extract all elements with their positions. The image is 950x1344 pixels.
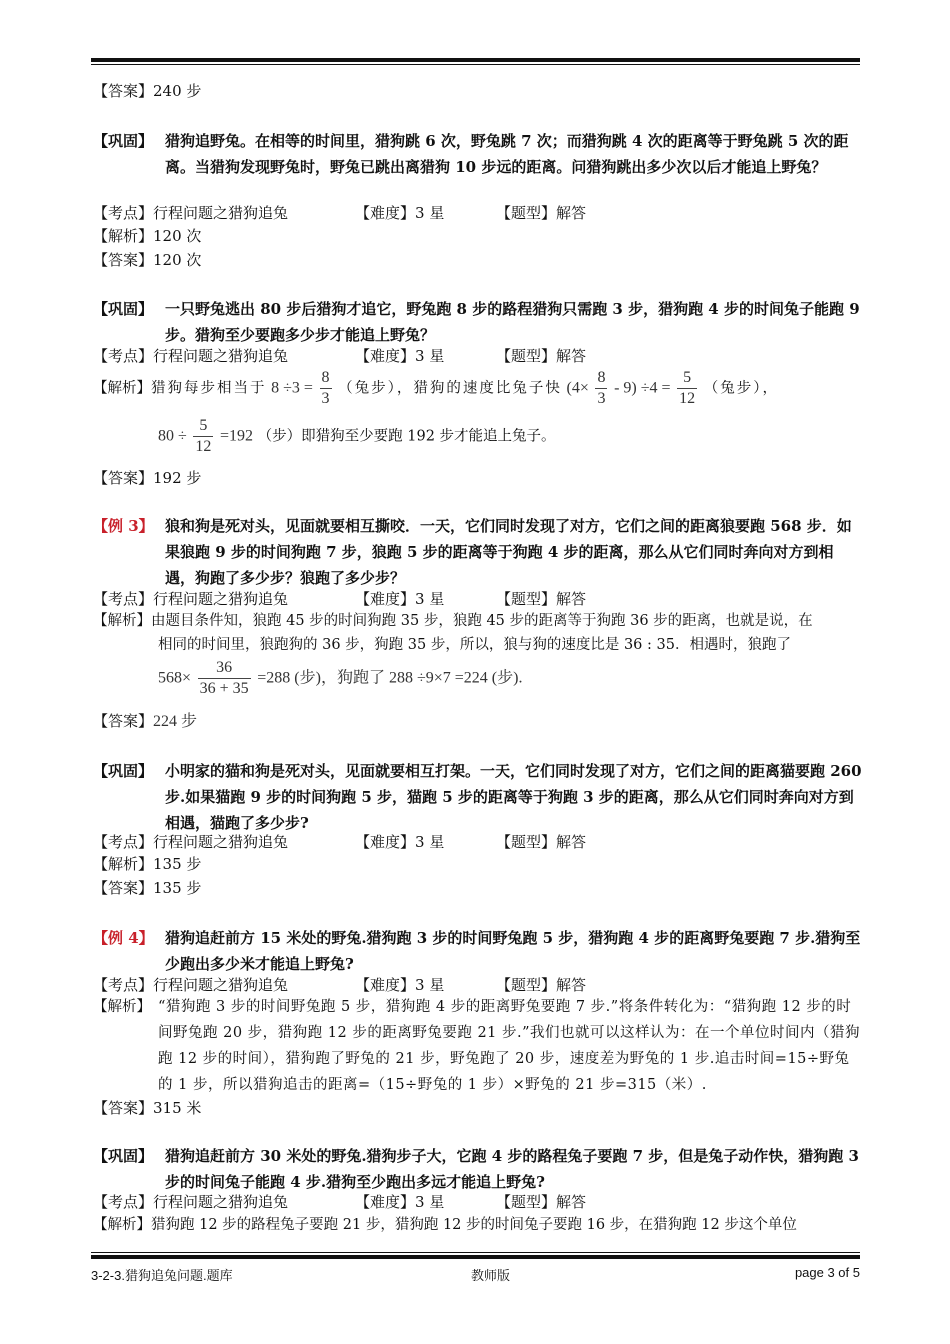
answer-line: 【答案】315 米 — [93, 1099, 202, 1117]
analysis-line: 【解析】135 步 — [93, 855, 202, 873]
fraction: $\frac{36}{36 + 35}$ — [199, 659, 249, 697]
analysis-line: 【解析】由题目条件知，狼跑 45 步的时间狗跑 35 步，狼跑 45 步的距离等于狗跑 36 步的距离，也就是说，在 — [93, 613, 813, 629]
example-block: 【例 4】 猎狗追赶前方 15 米处的野兔.猎狗跑 3 步的时间野兔跑 5 步，猎狗跑 4 步的距离野兔要跑 7 步.猎狗至少跑出多少米才能追上野兔? — [93, 929, 861, 973]
answer-line: 【答案】120 次 — [93, 251, 202, 269]
analysis-line: 80 ÷ $\frac{5}{12}$ =192 （步）即猎狗至少要跑 192 步才能追上兔子。 — [158, 417, 556, 455]
answer-line: 【答案】240 步 — [93, 82, 202, 100]
analysis-line: 相同的时间里，狼跑狗的 36 步，狗跑 35 步，所以，狼与狗的速度比是 36 : 35．相遇时，狼跑了 — [158, 637, 791, 653]
fraction: $\frac{8}{3}$ — [597, 369, 606, 407]
answer-line: 【答案】192 步 — [93, 469, 202, 487]
meta-line: 【考点】行程问题之猎狗追兔 【难度】3 星 【题型】解答 — [93, 833, 587, 851]
header-rule — [91, 58, 860, 65]
footer-edition: 教师版 — [471, 1268, 511, 1283]
question-block: 【巩固】 猎狗追野兔。在相等的时间里，猎狗跳 6 次，野兔跳 7 次；而猎狗跳 4 次的距离等于野兔跳 5 次的距离。当猎狗发现野兔时，野兔已跳出离猎狗 10 步远的距离。问猎狗跳出多少次以后才能追上野兔？ — [93, 132, 849, 176]
question-block: 【巩固】 小明家的猫和狗是死对头，见面就要相互打架。一天，它们同时发现了对方，它们之间的距离猫要跑 260 步.如果猫跑 9 步的时间狗跑 5 步，猫跑 5 步的距离等于狗跑 3 步的距离，那么从它们同时奔向对方到相遇，猫跑了多少步? — [93, 762, 862, 832]
question-block: 【巩固】 猎狗追赶前方 30 米处的野兔.猎狗步子大，它跑 4 步的路程兔子要跑 7 步，但是兔子动作快，猎狗跑 3 步的时间兔子能跑 4 步.猎狗至少跑出多远才能追上野兔? — [93, 1147, 859, 1191]
meta-line: 【考点】行程问题之猎狗追兔 【难度】3 星 【题型】解答 — [93, 590, 587, 608]
meta-line: 【考点】行程问题之猎狗追兔 【难度】3 星 【题型】解答 — [93, 347, 587, 365]
answer-line: 【答案】135 步 — [93, 879, 202, 897]
fraction: $\frac{8}{3}$ — [321, 369, 330, 407]
analysis-line: 568× $\frac{36}{36 + 35}$ =288 (步)，狗跑了 288 ÷9×7 =224 (步). — [158, 659, 523, 697]
meta-line: 【考点】行程问题之猎狗追兔 【难度】3 星 【题型】解答 — [93, 976, 587, 994]
meta-line: 【考点】行程问题之猎狗追兔 【难度】3 星 【题型】解答 — [93, 1193, 587, 1211]
question-block: 【巩固】 一只野兔逃出 80 步后猎狗才追它，野兔跑 8 步的路程猎狗只需跑 3 步，猎狗跑 4 步的时间兔子能跑 9 步。猎狗至少要跑多少步才能追上野兔？ — [93, 300, 860, 344]
footer-doc-title: 3-2-3.猎狗追兔问题.题库 — [91, 1268, 233, 1283]
analysis-line: 【解析】猎狗跑 12 步的路程兔子要跑 21 步，猎狗跑 12 步的时间兔子要跑 16 步，在猎狗跑 12 步这个单位 — [93, 1217, 797, 1233]
analysis-paragraph: 【解析】 “猎狗跑 3 步的时间野兔跑 5 步，猎狗跑 4 步的距离野兔要跑 7 步.”将条件转化为：“猎狗跑 12 步的时间野兔跑 20 步，猎狗跑 12 步的距离野兔要跑 21 步.”我们也就可以这样认为：在一个单位时间内（猎狗跑 12 步的时间），猎狗跑了野兔的 21 步，野兔跑了 20 步，速度差为野兔的 1 步.追击时间=15÷野兔的 1 步，所以猎狗追击的距离=（15÷野兔的 1 步）×野兔的 21 步=315（米）. — [93, 999, 861, 1093]
example-block: 【例 3】 狼和狗是死对头，见面就要相互撕咬．一天，它们同时发现了对方，它们之间的距离狼要跑 568 步．如果狼跑 9 步的时间狗跑 7 步，狼跑 5 步的距离等于狗跑 4 步的距离，那么从它们同时奔向对方到相遇，狗跑了多少步？狼跑了多少步？ — [93, 517, 852, 587]
footer-rule — [91, 1252, 860, 1259]
footer-page-number: page 3 of 5 — [794, 1265, 860, 1280]
meta-line: 【考点】行程问题之猎狗追兔 【难度】3 星 【题型】解答 — [93, 204, 587, 222]
fraction: $\frac{5}{12}$ — [679, 369, 696, 407]
analysis-line: 【解析】猎狗每步相当于 8 ÷3 = $\frac{8}{3}$ （兔步），猎狗的速度比兔子快 (4× $\frac{8}{3}$ - 9) ÷4 = $\frac{5}{12}$ （兔步）， — [93, 369, 780, 407]
answer-line: 【答案】224 步 — [93, 712, 198, 730]
fraction: $\frac{5}{12}$ — [195, 417, 212, 455]
analysis-line: 【解析】120 次 — [93, 227, 202, 245]
